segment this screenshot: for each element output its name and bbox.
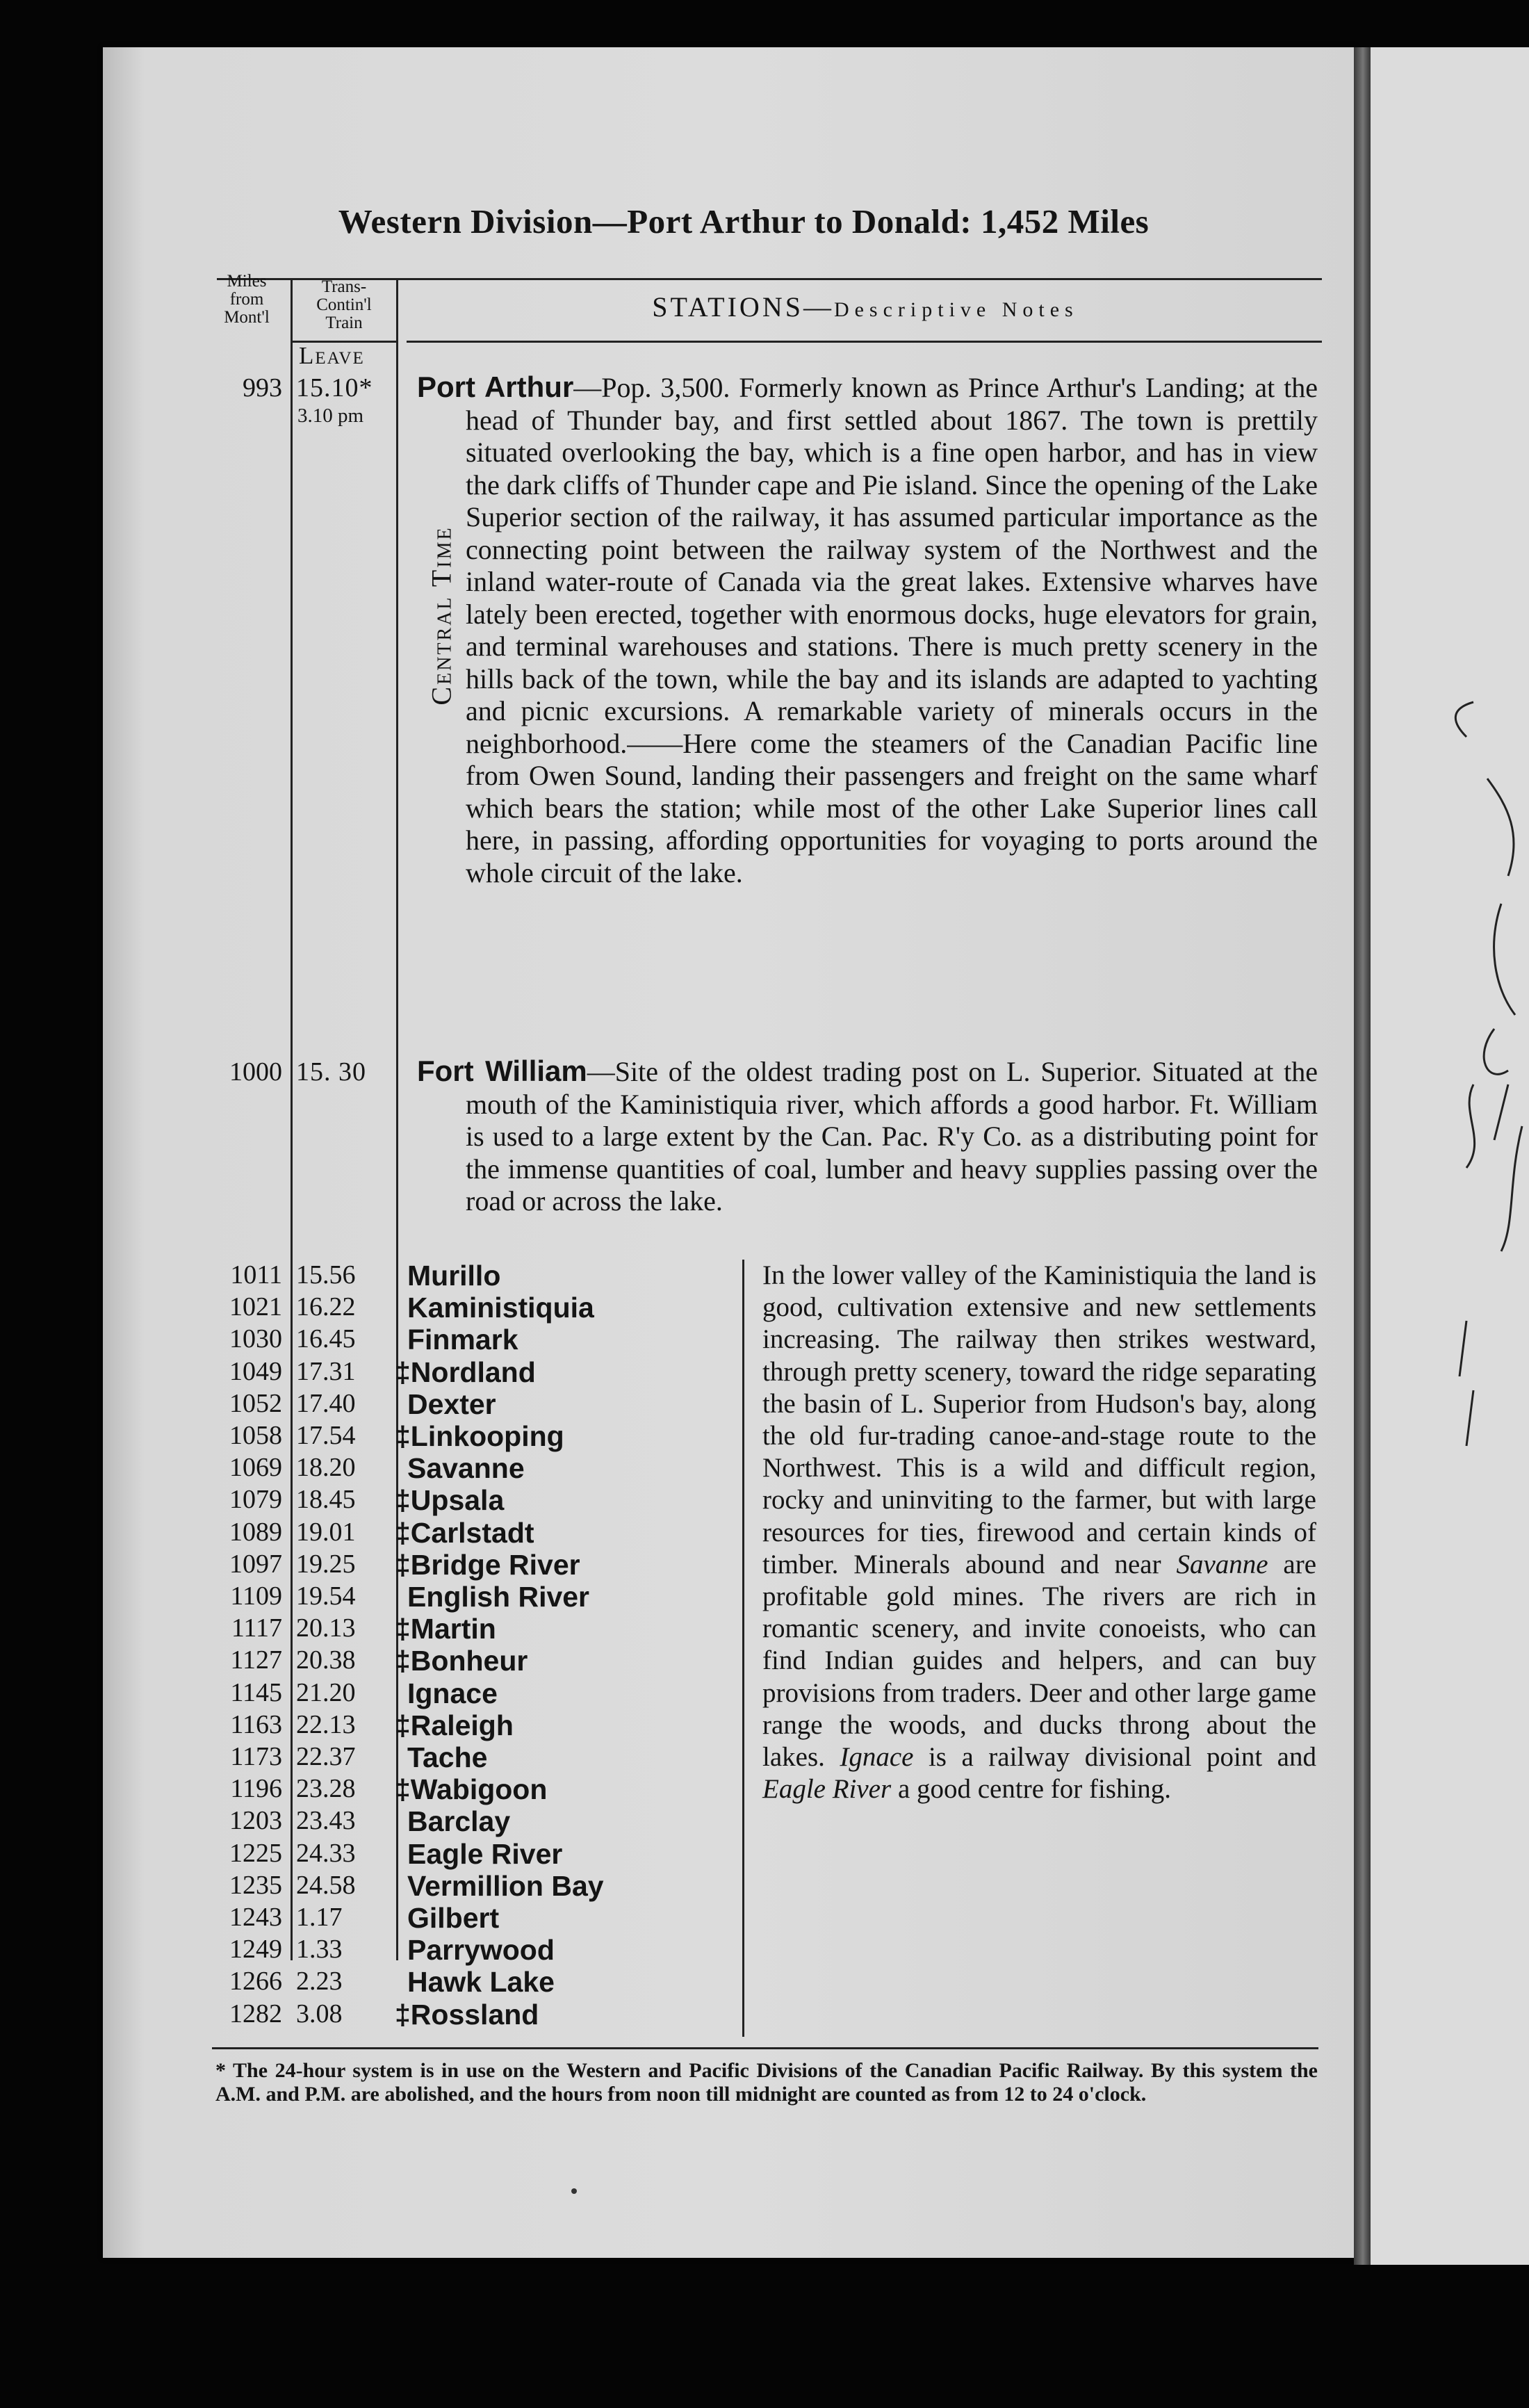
column-divider-left [291, 278, 293, 1960]
fort-william-time: 15. 30 [296, 1057, 366, 1087]
station-mile: 1249 [229, 1935, 282, 1964]
station-time: 16.22 [296, 1292, 356, 1322]
rule-footnote [212, 2047, 1318, 2049]
column-divider-right [396, 278, 398, 1960]
miles-column-header: Miles from Mont'l [224, 272, 270, 327]
station-mile: 1058 [229, 1421, 282, 1450]
station-mile: 1225 [229, 1838, 282, 1868]
station-name: ‡Carlstadt [395, 1516, 534, 1549]
station-name: ‡Upsala [395, 1484, 505, 1517]
station-name: Barclay [407, 1805, 511, 1838]
station-mile: 1282 [229, 1999, 282, 2028]
station-mile: 1266 [229, 1967, 282, 1996]
valley-notes: In the lower valley of the Kaministiquia the land is good, cultivation extensive and new settlements increasing. The railway then strikes westward, through pretty scenery, toward the ridge separating the basin of L. Superior from Hudson's bay, along the old fur-trading canoe-and-stage route to the Northwest. This is a wild and difficult region, rocky and uninviting to the farmer, but with large resources for ties, firewood and certain kinds of timber. Minerals abound and near Savanne are profitable gold mines. The rivers are rich in romantic scenery, and invite conoeists, who can find Indian guides and helpers, and can buy provisions from traders. Deer and other large game range the woods, and ducks throng about the lakes. Ignace is a railway divisional point and Eagle River a good centre for fishing. [762, 1260, 1317, 1805]
station-time: 22.13 [296, 1709, 356, 1739]
station-time: 20.38 [296, 1645, 356, 1675]
station-name: Savanne [407, 1452, 525, 1485]
station-time: 22.37 [296, 1742, 356, 1771]
station-name: ‡Bridge River [395, 1548, 580, 1581]
station-mile: 1117 [231, 1613, 282, 1643]
rule-stations-header [407, 341, 1322, 343]
station-name: Ignace [407, 1677, 498, 1709]
station-time: 3.08 [296, 1999, 343, 2028]
station-mile: 1145 [230, 1677, 282, 1707]
station-mile: 1196 [230, 1774, 282, 1804]
station-name: ‡Linkooping [395, 1420, 564, 1452]
station-mile: 1052 [229, 1388, 282, 1418]
port-arthur-name: Port Arthur [417, 371, 574, 403]
station-time: 21.20 [296, 1677, 356, 1707]
station-time: 18.45 [296, 1485, 356, 1515]
station-mile: 1049 [229, 1356, 282, 1386]
station-mile: 1203 [229, 1806, 282, 1836]
station-name: Kaministiquia [407, 1292, 594, 1324]
page-title: Western Division—Port Arthur to Donald: 1,452 Miles [338, 202, 1150, 241]
station-time: 18.20 [296, 1453, 356, 1483]
page-mark [571, 2188, 577, 2194]
station-name: Vermillion Bay [407, 1869, 604, 1902]
station-time: 2.23 [296, 1967, 343, 1996]
notes-divider [742, 1260, 744, 2037]
station-time: 24.33 [296, 1838, 356, 1868]
stations-column-header: STATIONS—Descriptive Notes [652, 291, 1079, 323]
station-time: 1.17 [296, 1903, 343, 1932]
station-name: Finmark [407, 1324, 518, 1356]
station-name: Gilbert [407, 1902, 500, 1934]
station-name: ‡Raleigh [395, 1709, 514, 1741]
station-mile: 1021 [229, 1292, 282, 1322]
fort-william-name: Fort William [417, 1055, 587, 1087]
station-time: 23.43 [296, 1806, 356, 1836]
station-time: 17.40 [296, 1388, 356, 1418]
station-mile: 1163 [230, 1709, 282, 1739]
station-name: ‡Rossland [395, 1998, 539, 2031]
station-mile: 1030 [229, 1324, 282, 1354]
station-time: 20.13 [296, 1613, 356, 1643]
port-arthur-time-alt: 3.10 pm [297, 405, 364, 427]
port-arthur-text: —Pop. 3,500. Formerly known as Prince Arthur's Landing; at the head of Thunder bay, and first settled about 1867. The town is prettily situated overlooking the bay, which is a fine open harbor, and has in view the dark cliffs of Thunder cape and Pie island. Since the opening of the Lake Superior section of the railway, it has assumed particular importance as the connecting point between the railway system of the Northwest and the inland water-route of Canada via the great lakes. Extensive wharves have lately been erected, together with enormous docks, huge elevators for grain, and terminal warehouses and stations. There is much pretty scenery in the hills back of the town, while the bay and its islands are adapted to yachting and picnic excursions. A remarkable variety of minerals occurs in the neighborhood.——Here come the steamers of the Canadian Pacific line from Owen Sound, landing their passengers and freight on the same wharf which bears the station; while most of the other Lake Superior lines call here, in passing, affording opportunities for voyaging to ports around the whole circuit of the lake. [466, 372, 1318, 888]
station-time: 17.54 [296, 1421, 356, 1450]
station-mile: 1079 [229, 1485, 282, 1515]
station-time: 19.01 [296, 1517, 356, 1547]
central-time-label: Central Time [425, 526, 457, 706]
station-name: Eagle River [407, 1837, 563, 1870]
port-arthur-entry [417, 371, 1318, 889]
book-spine [1354, 47, 1372, 2265]
station-time: 19.25 [296, 1549, 356, 1579]
station-name: English River [407, 1581, 590, 1613]
station-time: 1.33 [296, 1935, 343, 1964]
station-name: Parrywood [407, 1934, 555, 1967]
fort-william-text: —Site of the oldest trading post on L. Superior. Situated at the mouth of the Kaministiquia river, which affords a good harbor. Ft. William is used to a large extent by the Can. Pac. R'y Co. as a distributing point for the immense quantities of coal, lumber and heavy supplies passing over the road or across the lake. [466, 1056, 1318, 1217]
footnote: * The 24-hour system is in use on the Western and Pacific Divisions of the Canadian Pacific Railway. By this system the A.M. and P.M. are abolished, and the hours from noon till midnight are counted as from 12 to 24 o'clock. [215, 2059, 1318, 2106]
station-time: 24.58 [296, 1870, 356, 1900]
fort-william-mile: 1000 [229, 1057, 282, 1087]
station-mile: 1109 [230, 1581, 282, 1611]
station-time: 23.28 [296, 1774, 356, 1804]
station-name: ‡Bonheur [395, 1645, 528, 1677]
station-mile: 1243 [229, 1903, 282, 1932]
station-mile: 1069 [229, 1453, 282, 1483]
station-name: Murillo [407, 1260, 501, 1292]
station-mile: 1097 [229, 1549, 282, 1579]
station-name: ‡Wabigoon [395, 1773, 548, 1806]
fort-william-entry [417, 1055, 1318, 1218]
train-column-header: Trans- Contin'l Train [316, 277, 372, 332]
station-name: Hawk Lake [407, 1966, 555, 1999]
station-mile: 1011 [230, 1260, 282, 1290]
station-name: ‡Nordland [395, 1356, 536, 1388]
port-arthur-mile: 993 [243, 373, 282, 402]
leave-label: Leave [299, 342, 365, 369]
port-arthur-time: 15.10* [296, 373, 373, 402]
station-mile: 1235 [229, 1870, 282, 1900]
station-name: ‡Martin [395, 1613, 496, 1645]
station-time: 15.56 [296, 1260, 356, 1290]
station-mile: 1089 [229, 1517, 282, 1547]
pencil-sketch [1446, 695, 1529, 1668]
station-time: 16.45 [296, 1324, 356, 1354]
station-mile: 1173 [230, 1742, 282, 1771]
station-name: Tache [407, 1741, 488, 1773]
station-time: 19.54 [296, 1581, 356, 1611]
station-time: 17.31 [296, 1356, 356, 1386]
station-mile: 1127 [230, 1645, 282, 1675]
station-name: Dexter [407, 1388, 496, 1420]
